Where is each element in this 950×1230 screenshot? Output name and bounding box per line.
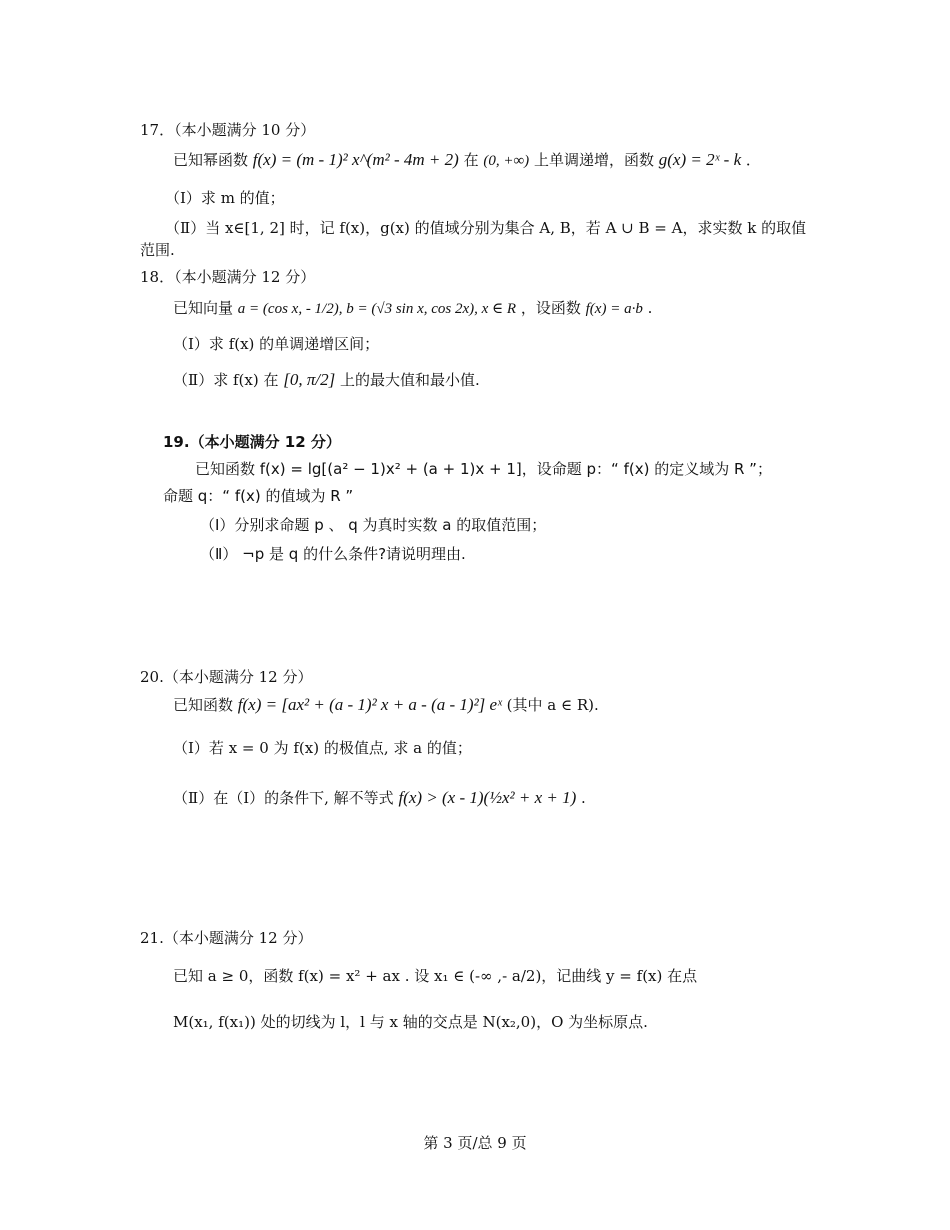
problem-17-header: 17．（本小题满分 10 分） — [140, 121, 316, 139]
problem-18-part1: （Ⅰ）求 f(x) 的单调递增区间； — [173, 335, 380, 353]
problem-18-part2: （Ⅱ）求 f(x) 在 [0, π/2] 上的最大值和最小值. — [173, 370, 480, 389]
math-g: g(x) = 2ˣ - k — [658, 150, 742, 169]
problem-19-header: 19.（本小题满分 12 分） — [163, 433, 341, 451]
problem-17-part2-line2: 范围. — [140, 241, 175, 259]
math-inequality: f(x) > (x - 1)(½x² + x + 1) — [398, 788, 577, 807]
problem-20-part2: （Ⅱ）在（Ⅰ）的条件下, 解不等式 f(x) > (x - 1)(½x² + x + 1) . — [173, 788, 586, 807]
problem-19-part1: （Ⅰ）分别求命题 p 、 q 为真时实数 a 的取值范围； — [200, 516, 547, 534]
problem-21-line2: M(x₁, f(x₁)) 处的切线为 l，l 与 x 轴的交点是 N(x₂,0)，O 为坐标原点. — [173, 1013, 648, 1031]
problem-21-header: 21.（本小题满分 12 分） — [140, 929, 313, 947]
math-f-dot: f(x) = a·b — [585, 301, 643, 317]
problem-18-header: 18．（本小题满分 12 分） — [140, 268, 316, 286]
problem-17-part1: （Ⅰ）求 m 的值； — [165, 189, 285, 207]
math-f-exp: f(x) = [ax² + (a - 1)² x + a - (a - 1)²] eˣ — [237, 695, 502, 714]
problem-20-header: 20.（本小题满分 12 分） — [140, 668, 313, 686]
math-interval: (0, +∞) — [483, 153, 530, 169]
problem-18-line1: 已知向量 a = (cos x, - 1/2), b = (√3 sin x, cos 2x), x ∈ R ，设函数 f(x) = a·b . — [173, 299, 653, 317]
problem-19-line2: 命题 q：“ f(x) 的值域为 R ” — [163, 487, 354, 505]
problem-20-line1: 已知函数 f(x) = [ax² + (a - 1)² x + a - (a - 1)²] eˣ (其中 a ∈ R). — [173, 695, 599, 714]
problem-17-part2-line1: （Ⅱ）当 x∈[1, 2] 时，记 f(x)，g(x) 的值域分别为集合 A, B，若 A ∪ B = A，求实数 k 的取值 — [165, 219, 807, 237]
problem-17-line1: 已知幂函数 f(x) = (m - 1)² x^(m² - 4m + 2) 在 (0, +∞) 上单调递增，函数 g(x) = 2ˣ - k ． — [173, 150, 761, 169]
math-f-power: f(x) = (m - 1)² x^(m² - 4m + 2) — [252, 150, 459, 169]
page-footer: 第 3 页/总 9 页 — [423, 1134, 527, 1152]
math-interval-pi: [0, π/2] — [283, 370, 336, 389]
math-vectors: a = (cos x, - 1/2), b = (√3 sin x, cos 2x), x ∈ R — [237, 301, 517, 317]
problem-19-part2: （Ⅱ） ¬p 是 q 的什么条件?请说明理由. — [200, 545, 466, 563]
problem-20-part1: （Ⅰ）若 x = 0 为 f(x) 的极值点, 求 a 的值； — [173, 739, 472, 757]
problem-19-line1: 已知函数 f(x) = lg[(a² − 1)x² + (a + 1)x + 1]，设命题 p：“ f(x) 的定义域为 R ”； — [195, 460, 772, 478]
problem-21-line1: 已知 a ≥ 0，函数 f(x) = x² + ax . 设 x₁ ∈ (-∞ ,- a/2)，记曲线 y = f(x) 在点 — [173, 967, 698, 985]
